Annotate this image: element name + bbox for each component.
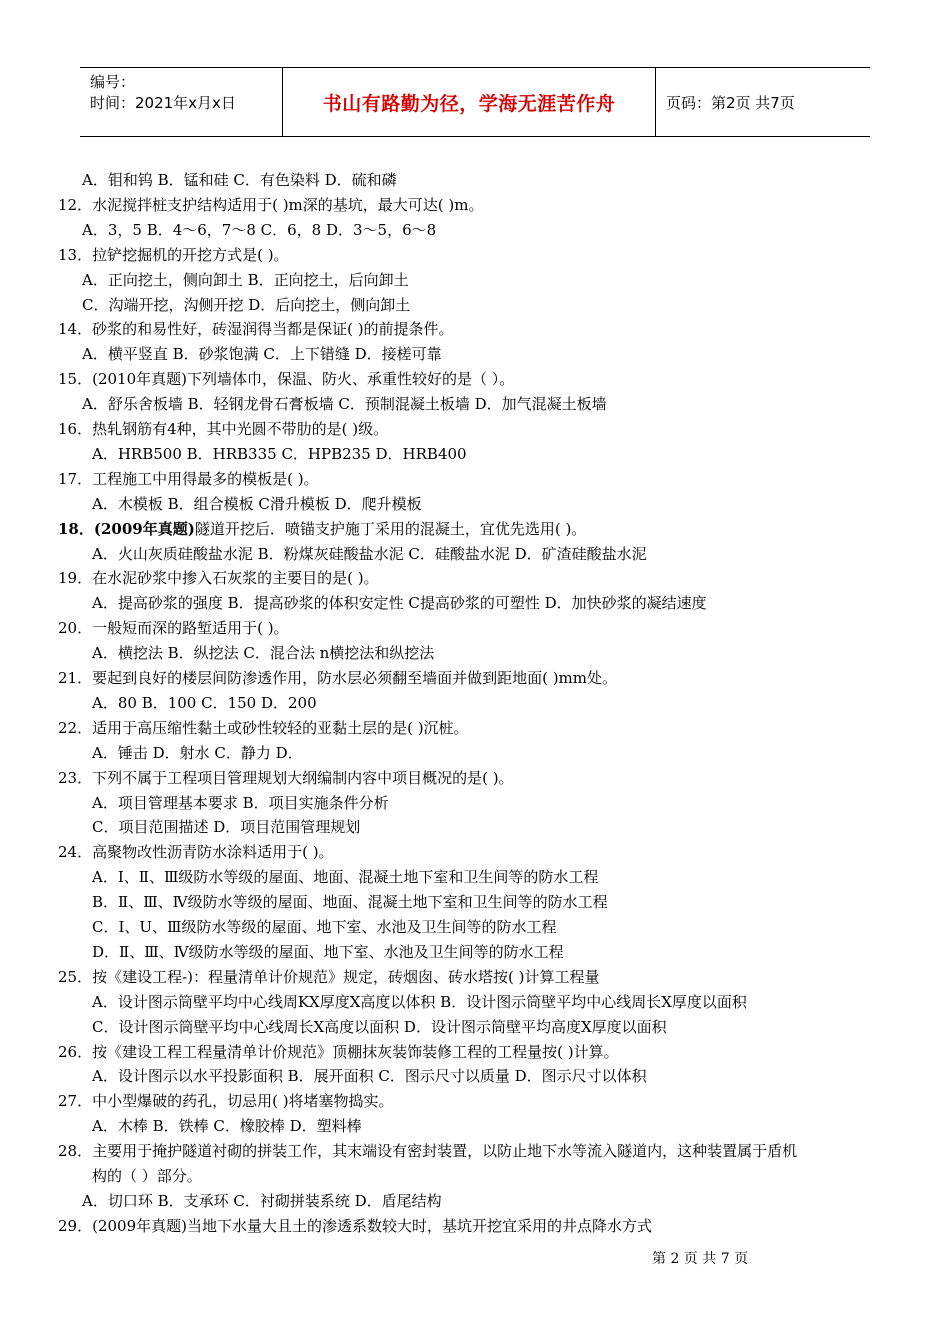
question-stem: 21．要起到良好的楼层间防渗透作用，防水层必须翻至墙面并做到距地面( )mm处。 (58, 669, 618, 687)
code-label: 编号： (90, 73, 136, 91)
page-footer: 第 2 页 共 7 页 (652, 1251, 749, 1267)
answer-options: A．切口环 B．支承环 C．衬砌拼装系统 D．盾尾结构 (82, 1191, 442, 1210)
answer-options: A．木模板 B．组合模板 C滑升模板 D．爬升模板 (92, 494, 422, 513)
question-stem: 22．适用于高压缩性黏土或砂性较轻的亚黏土层的是( )沉桩。 (58, 718, 469, 737)
question-stem: 20．一般短而深的路堑适用于( )。 (58, 619, 289, 638)
page-header (80, 67, 870, 137)
question-stem: 28．主要用于掩护隧道衬砌的拼装工作，其末端设有密封装置，以防止地下水等流入隧道内，这种装置属于盾机 (58, 1142, 798, 1161)
answer-options: C．I、U、Ⅲ级防水等级的屋面、地下室、水池及卫生间等的防水工程 (92, 918, 557, 936)
question-stem: 24．高聚物改性沥青防水涂料适用于( )。 (58, 843, 334, 862)
question-stem: 27．中小型爆破的药孔，切忌用( )将堵塞物捣实。 (58, 1092, 394, 1111)
answer-options: A．正向挖土，侧向卸土 B．正向挖土，后向卸土 (82, 270, 409, 289)
answer-options: A．设计图示以水平投影面积 B．展开面积 C．图示尺寸以质量 D．图示尺寸以体积 (92, 1067, 647, 1086)
question-stem: 12．水泥搅拌桩支护结构适用于( )m深的基坑，最大可达( )m。 (58, 195, 484, 214)
question-stem: 17．工程施工中用得最多的模板是( )。 (58, 469, 319, 488)
answer-options: A．HRB500 B．HRB335 C．HPB235 D．HRB400 (92, 444, 467, 463)
answer-options: A．火山灰质硅酸盐水泥 B．粉煤灰硅酸盐水泥 C．硅酸盐水泥 D．矿渣硅酸盐水泥 (92, 544, 647, 563)
answer-options: A．80 B．100 C．150 D．200 (92, 693, 317, 712)
answer-options: A．3，5 B．4～6，7～8 C．6，8 D．3～5，6～8 (82, 220, 437, 239)
answer-options: A．设计图示筒壁平均中心线周KX厚度X高度以体积 B．设计图示筒壁平均中心线周长X厚度以面积 (92, 992, 747, 1011)
answer-options: C．项目范围描述 D．项目范围管理规划 (92, 818, 361, 837)
date-line: 时间：2021年x月x日 (90, 94, 236, 112)
header-left-cell (80, 68, 283, 136)
question-stem: 13．拉铲挖掘机的开挖方式是( )。 (58, 245, 289, 264)
answer-options: C．沟端开挖，沟侧开挖 D．后向挖土，侧向卸土 (82, 295, 411, 314)
question-stem: 25．按《建设工程-)：程量清单计价规范》规定，砖烟囱、砖水塔按( )计算工程量 (58, 967, 600, 986)
question-stem: 14．砂浆的和易性好，砖湿润得当都是保证( )的前提条件。 (58, 320, 454, 339)
question-stem: 26．按《建设工程工程量清单计价规范》顶棚抹灰装饰装修工程的工程量按( )计算。 (58, 1042, 619, 1061)
header-page-info: 页码：第2页 共7页 (666, 93, 795, 112)
answer-options: A．锤击 D．射水 C．静力 D． (92, 743, 303, 762)
question-stem: 23．下列不属于工程项目管理规划大纲编制内容中项目概况的是( )。 (58, 768, 514, 787)
answer-options: C．设计图示筒壁平均中心线周长X高度以面积 D．设计图示筒壁平均高度X厚度以面积 (92, 1017, 667, 1036)
answer-options: D．Ⅱ、Ⅲ、Ⅳ级防水等级的屋面、地下室、水池及卫生间等的防水工程 (92, 942, 564, 961)
answer-options: A．项目管理基本要求 B．项目实施条件分析 (92, 793, 389, 812)
question-stem: 18．(2009年真题)隧道开挖后．喷锚支护施丁采用的混凝土，宜优先选用( )。 (58, 519, 587, 538)
answer-options: A．横平竖直 B．砂浆饱满 C．上下错缝 D．接槎可靠 (82, 345, 442, 364)
answer-options: B．Ⅱ、Ⅲ、Ⅳ级防水等级的屋面、地面、混凝土地下室和卫生间等的防水工程 (92, 893, 608, 912)
answer-options: A．横挖法 B．纵挖法 C．混合法 n横挖法和纵挖法 (92, 644, 435, 663)
answer-options: A．I、Ⅱ、Ⅲ级防水等级的屋面、地面、混凝土地下室和卫生间等的防水工程 (92, 868, 599, 887)
question-stem: 19．在水泥砂浆中掺入石灰浆的主要目的是( )。 (58, 569, 379, 588)
answer-options: 构的（ ）部分。 (92, 1167, 202, 1185)
question-stem: 16．热轧钢筋有4种，其中光圆不带肋的是( )级。 (58, 420, 389, 438)
question-stem: 15．(2010年真题)下列墙体巾，保温、防火、承重性较好的是（ ）。 (58, 370, 515, 389)
answer-options: A．舒乐舍板墙 B．轻钢龙骨石膏板墙 C．预制混凝土板墙 D．加气混凝土板墙 (82, 395, 607, 414)
header-motto: 书山有路勤为径，学海无涯苦作舟 (283, 68, 656, 136)
answer-options: A．提高砂浆的强度 B．提高砂浆的体积安定性 C提高砂浆的可塑性 D．加快砂浆的凝结速度 (92, 594, 707, 613)
answer-options: A．钼和钨 B．锰和硅 C．有色染料 D．硫和磷 (82, 171, 397, 189)
question-stem: 29．(2009年真题)当地下水量大且土的渗透系数较大时，基坑开挖宜采用的井点降水方式 (58, 1216, 652, 1235)
answer-options: A．木棒 B．铁棒 C．橡胶棒 D．塑料棒 (92, 1117, 362, 1136)
